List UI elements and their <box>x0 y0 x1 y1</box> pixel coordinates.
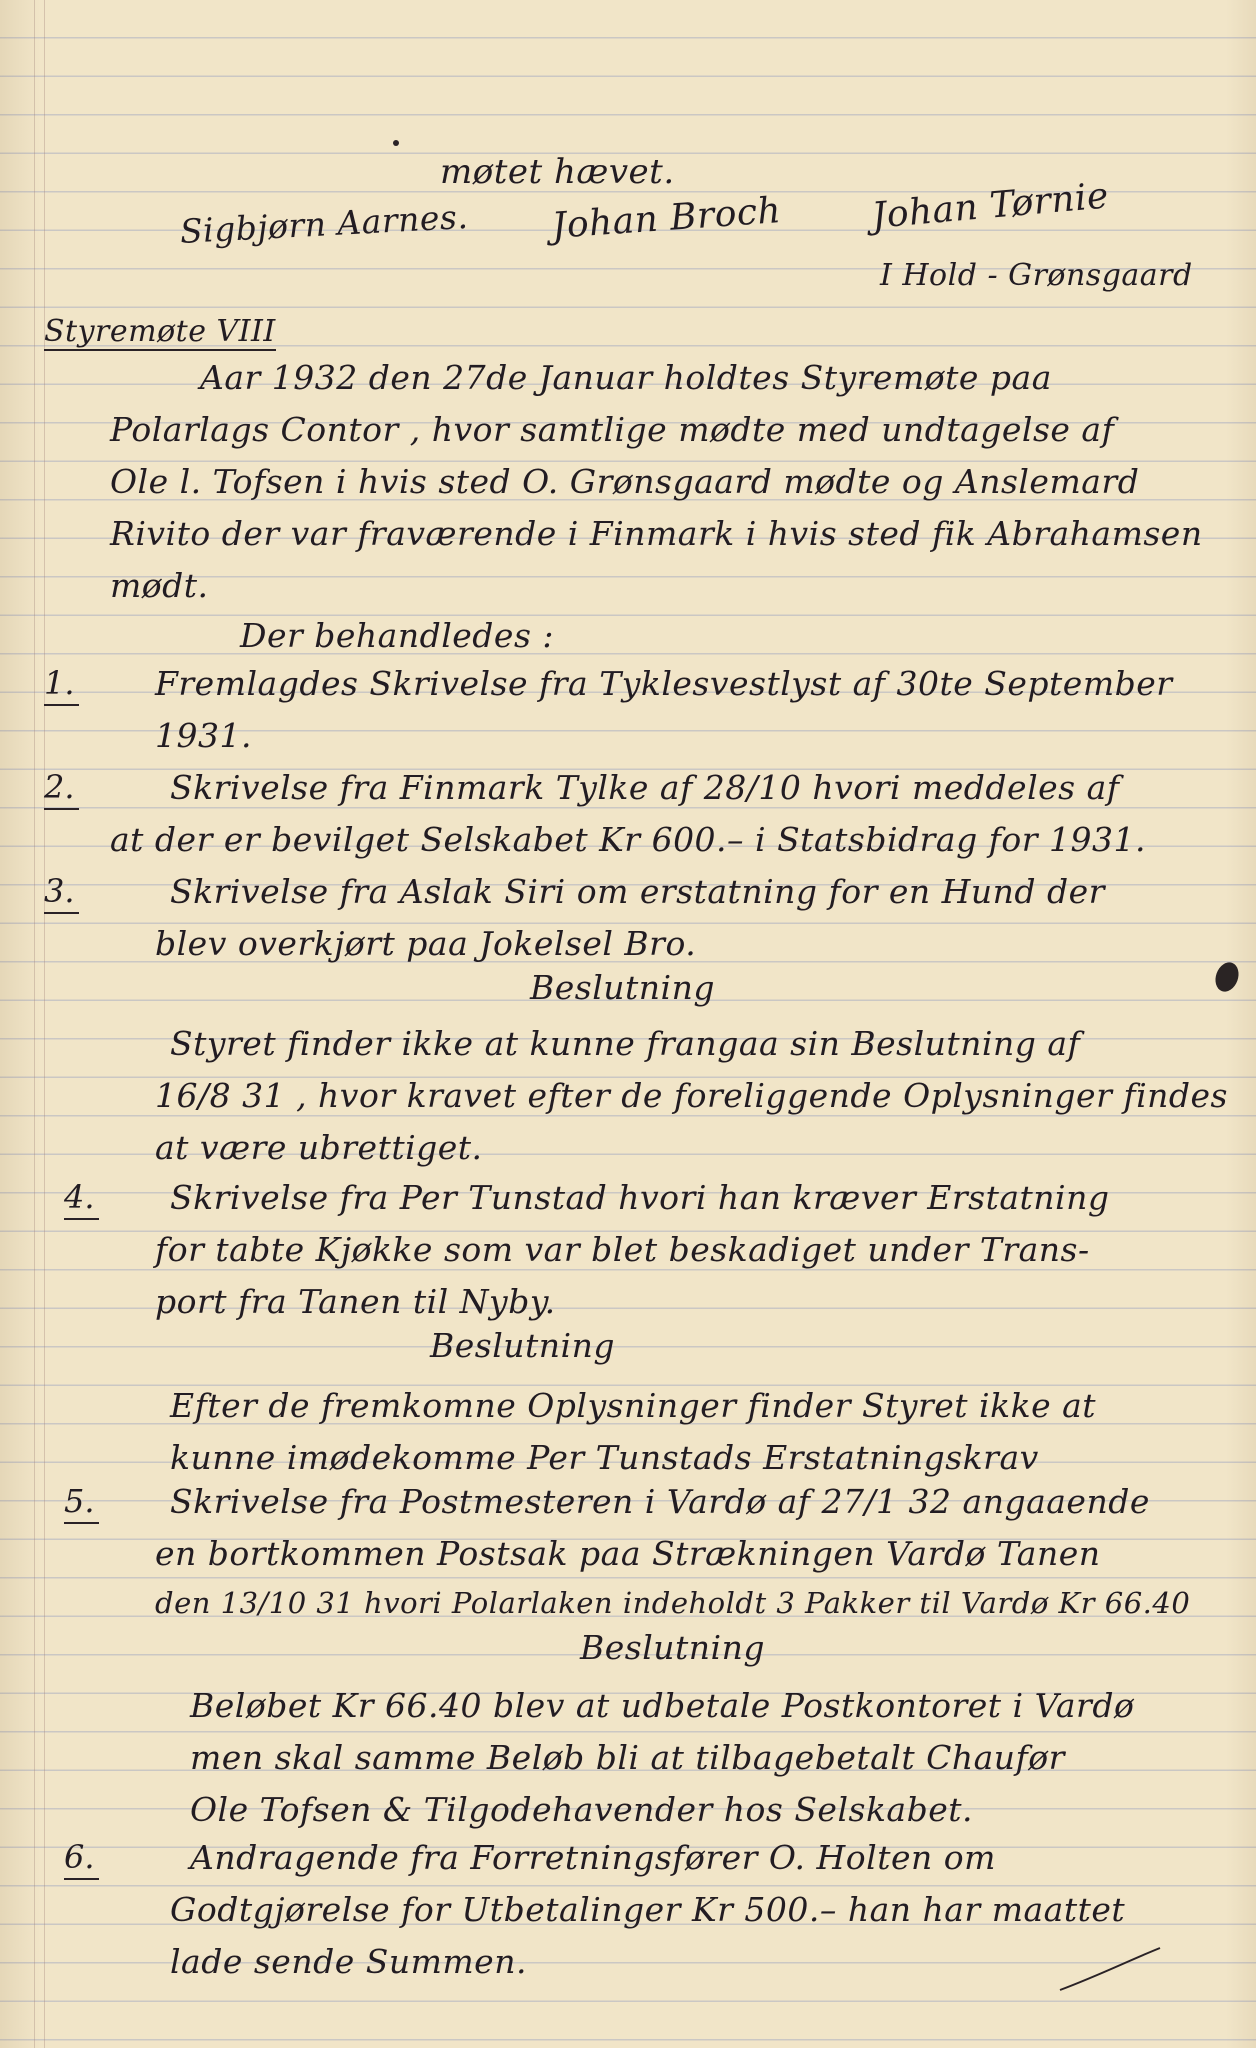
item-text: lade sende Summen. <box>170 1942 527 1981</box>
resolution-text: Styret finder ikke at kunne frangaa sin Beslutning af <box>170 1024 1081 1063</box>
ink-dot <box>393 140 399 146</box>
ink-blot <box>1212 959 1243 995</box>
meeting-heading: Styremøte VIII <box>44 314 276 349</box>
signature-2: Johan Broch <box>550 190 783 247</box>
resolution-text: Ole Tofsen & Tilgodehavender hos Selskabet. <box>190 1790 974 1829</box>
item-text: Skrivelse fra Finmark Tylke af 28/10 hvori meddeles af <box>170 768 1120 807</box>
intro-line: Rivito der var fraværende i Finmark i hvis sted fik Abrahamsen <box>110 514 1203 553</box>
meeting-closed-text: møtet hævet. <box>440 152 675 192</box>
item-text: for tabte Kjøkke som var blet beskadiget under Trans- <box>155 1230 1090 1269</box>
item-text: Skrivelse fra Aslak Siri om erstatning for en Hund der <box>170 872 1105 911</box>
margin-line <box>34 0 35 2048</box>
item-number: 1. <box>44 664 79 706</box>
margin-line <box>44 0 45 2048</box>
item-text: Skrivelse fra Postmesteren i Vardø af 27/1 32 angaaende <box>170 1482 1150 1521</box>
resolution-text: Efter de fremkomne Oplysninger finder Styret ikke at <box>170 1386 1097 1425</box>
resolution-title: Beslutning <box>580 1628 765 1667</box>
resolution-text: men skal samme Beløb bli at tilbagebetalt Chaufør <box>190 1738 1065 1777</box>
closing-stroke <box>1060 1948 1160 1990</box>
item-number: 6. <box>64 1838 99 1880</box>
item-number: 2. <box>44 768 79 810</box>
item-text: Fremlagdes Skrivelse fra Tyklesvestlyst af 30te September <box>155 664 1173 703</box>
resolution-title: Beslutning <box>430 1326 615 1365</box>
item-text: Andragende fra Forretningsfører O. Holten om <box>190 1838 996 1877</box>
item-text: den 13/10 31 hvori Polarlaken indeholdt 3 Pakker til Vardø Kr 66.40 <box>155 1586 1191 1620</box>
item-text: en bortkommen Postsak paa Strækningen Vardø Tanen <box>155 1534 1101 1573</box>
item-number: 4. <box>64 1178 99 1220</box>
item-text: port fra Tanen til Nyby. <box>155 1282 556 1321</box>
item-text: 1931. <box>155 716 252 755</box>
item-text: Godtgjørelse for Utbetalinger Kr 500.– han har maattet <box>170 1890 1126 1929</box>
item-text: Skrivelse fra Per Tunstad hvori han kræver Erstatning <box>170 1178 1110 1217</box>
item-text: at der er bevilget Selskabet Kr 600.– i Statsbidrag for 1931. <box>110 820 1147 859</box>
intro-line: Aar 1932 den 27de Januar holdtes Styremøte paa <box>200 358 1052 397</box>
intro-line: Polarlags Contor , hvor samtlige mødte med undtagelse af <box>110 410 1115 449</box>
resolution-text: 16/8 31 , hvor kravet efter de foreliggende Oplysninger findes <box>155 1076 1228 1115</box>
signature-3: Johan Tørnie <box>870 175 1111 237</box>
intro-line: mødt. <box>110 566 209 605</box>
resolution-text: at være ubrettiget. <box>155 1128 483 1167</box>
intro-line: Ole l. Tofsen i hvis sted O. Grønsgaard mødte og Anslemard <box>110 462 1140 501</box>
signature-1: Sigbjørn Aarnes. <box>178 196 470 251</box>
resolution-text: kunne imødekomme Per Tunstads Erstatningskrav <box>170 1438 1039 1477</box>
signature-3-title: I Hold - Grønsgaard <box>880 258 1193 293</box>
item-number: 5. <box>64 1482 99 1524</box>
item-number: 3. <box>44 872 79 914</box>
item-text: blev overkjørt paa Jokelsel Bro. <box>155 924 697 963</box>
agenda-intro: Der behandledes : <box>240 616 554 655</box>
resolution-title: Beslutning <box>530 968 715 1007</box>
resolution-text: Beløbet Kr 66.40 blev at udbetale Postkontoret i Vardø <box>190 1686 1135 1725</box>
